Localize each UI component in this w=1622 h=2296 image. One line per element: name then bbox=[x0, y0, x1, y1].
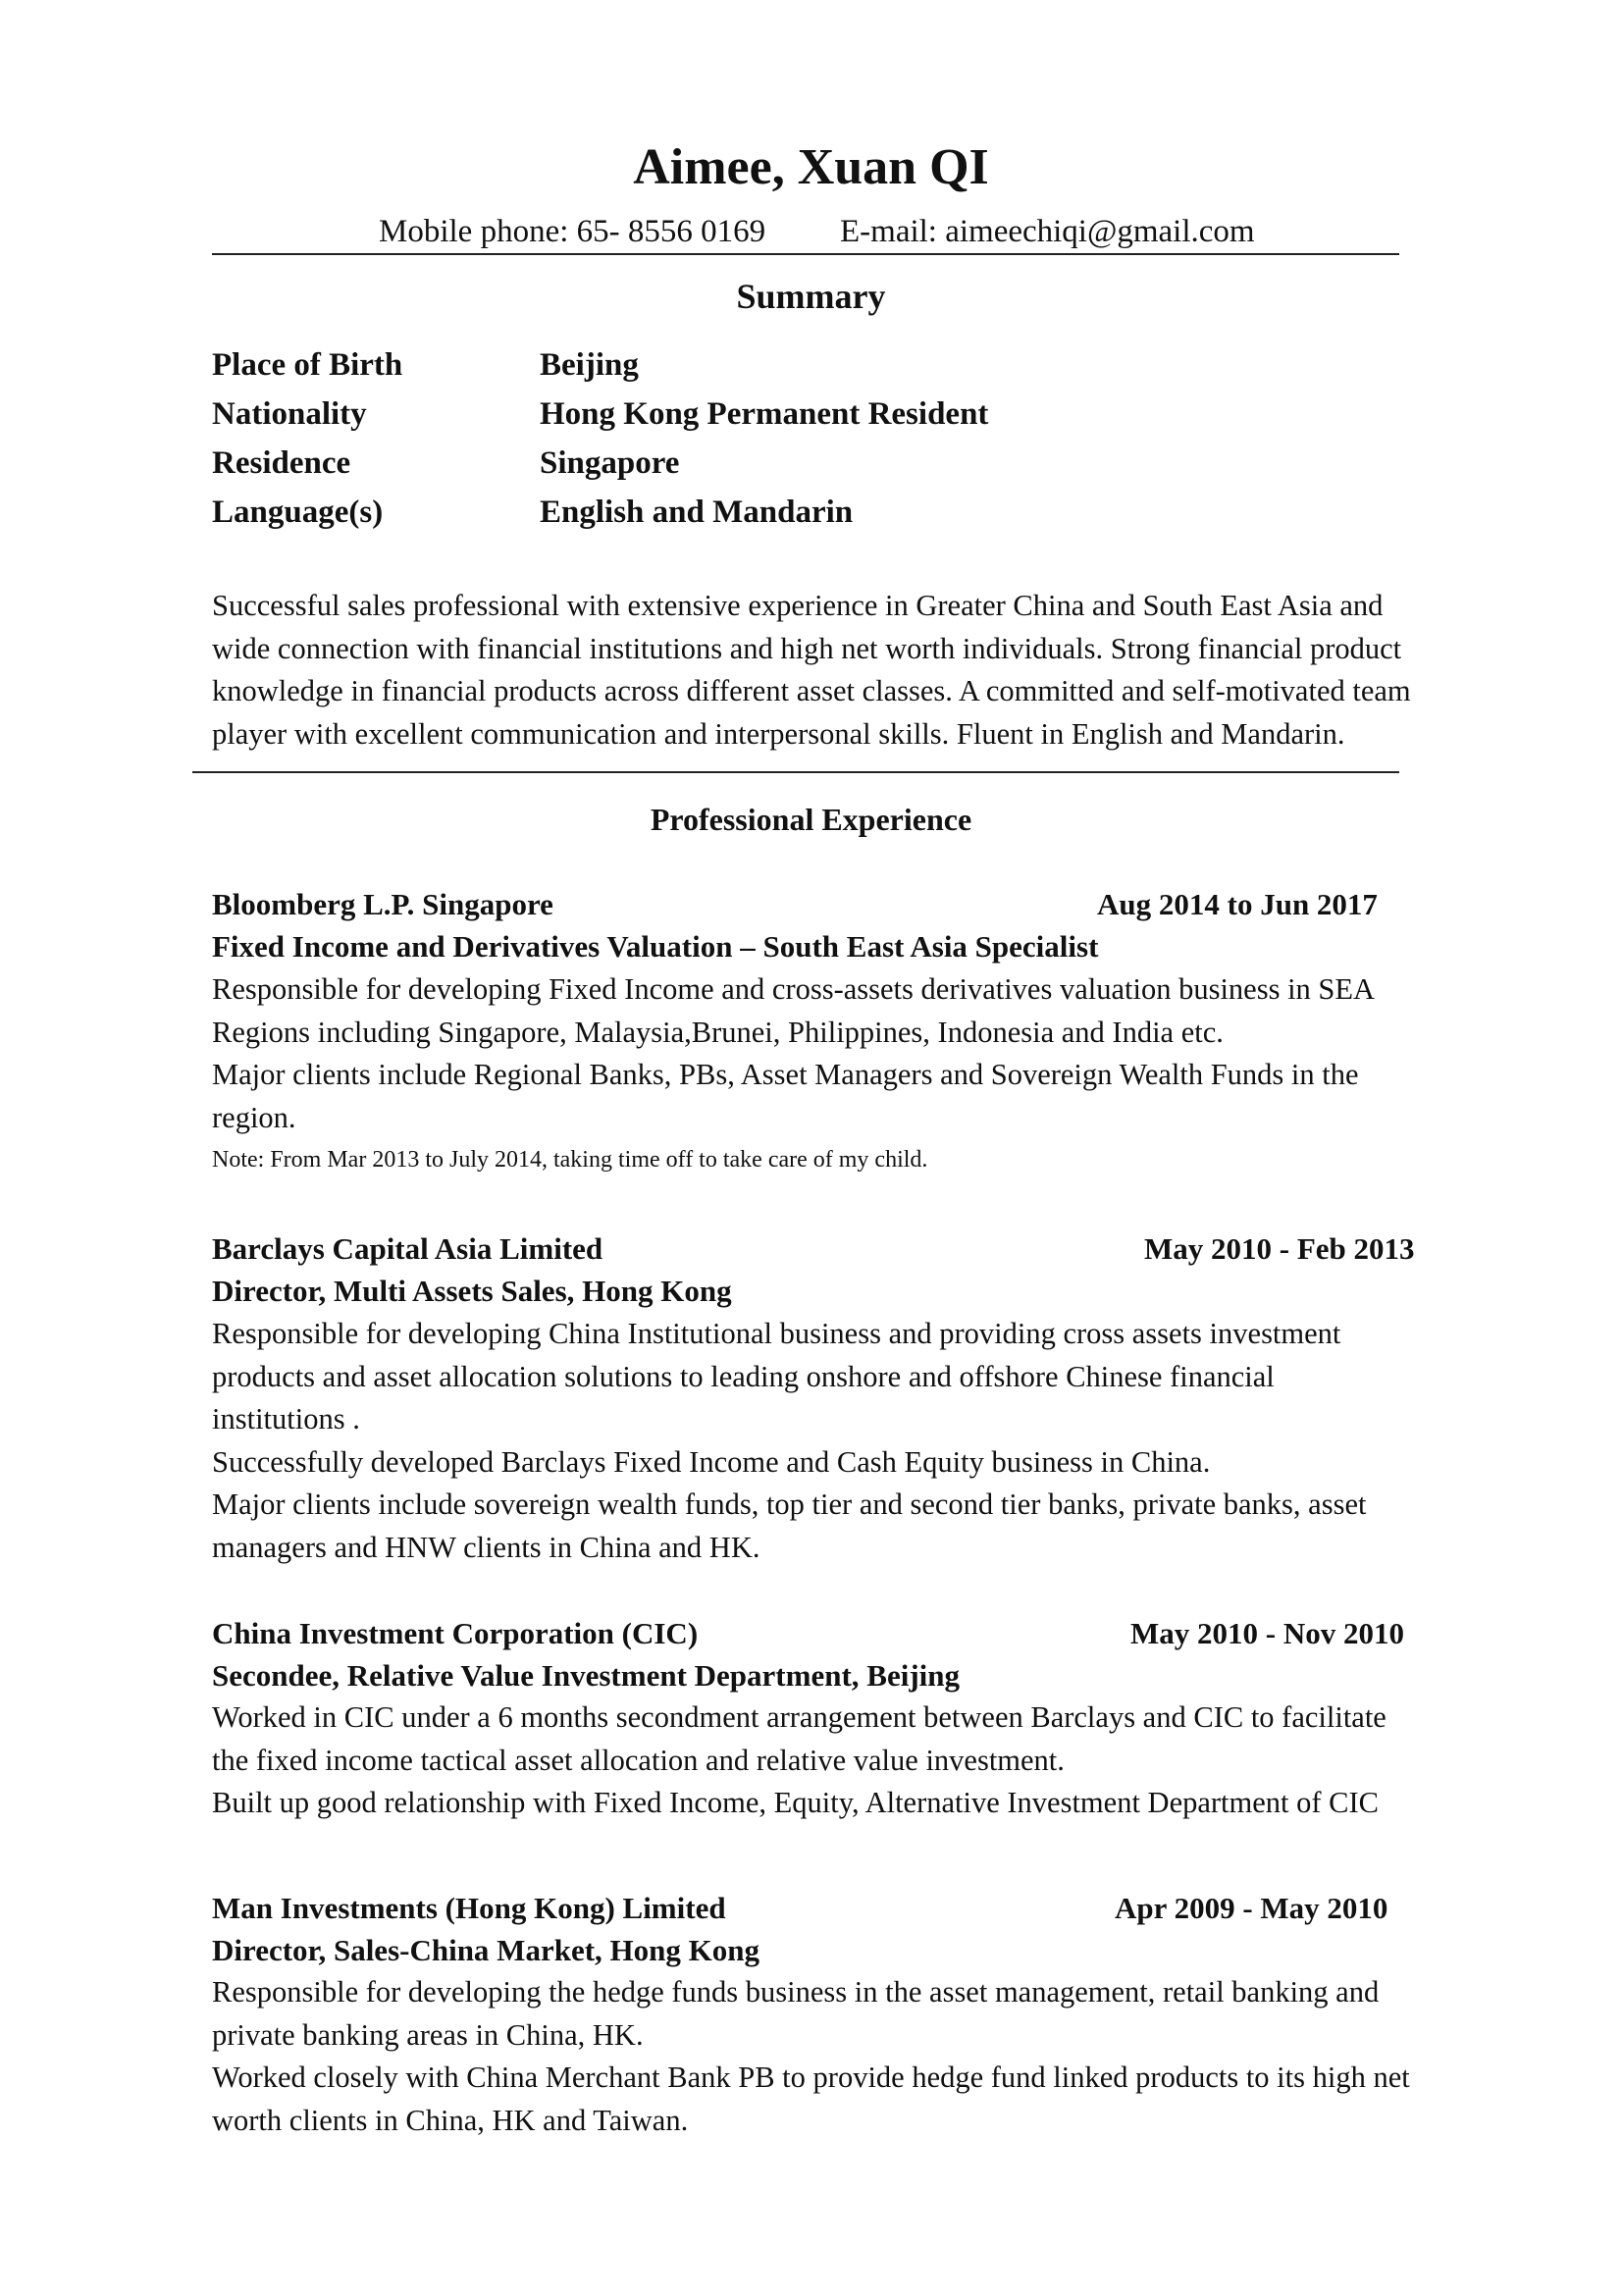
job-line: Regions including Singapore, Malaysia,Brunei, Philippines, Indonesia and India etc. bbox=[212, 1015, 1224, 1049]
detail-label-birth: Place of Birth bbox=[212, 347, 403, 383]
job-description bbox=[212, 968, 1375, 1139]
summary-line: wide connection with financial institutions and high net worth individuals. Strong financial product bbox=[212, 631, 1402, 665]
job-title: Director, Multi Assets Sales, Hong Kong bbox=[212, 1274, 732, 1308]
job-description bbox=[212, 1971, 1410, 2142]
phone-number: Mobile phone: 65- 8556 0169 bbox=[379, 214, 766, 249]
job-line: private banking areas in China, HK. bbox=[212, 2017, 644, 2052]
job-line: Worked in CIC under a 6 months secondment arrangement between Barclays and CIC to facilitate bbox=[212, 1700, 1387, 1734]
summary-line: knowledge in financial products across different asset classes. A committed and self-motivated team bbox=[212, 674, 1411, 707]
job-title: Director, Sales-China Market, Hong Kong bbox=[212, 1933, 759, 1967]
job-line: Worked closely with China Merchant Bank PB to provide hedge fund linked products to its high net bbox=[212, 2061, 1410, 2094]
job-company: Barclays Capital Asia Limited bbox=[212, 1231, 603, 1266]
summary-heading: Summary bbox=[736, 277, 886, 316]
job-line: institutions . bbox=[212, 1402, 360, 1435]
detail-label-nationality: Nationality bbox=[212, 396, 367, 432]
job-line: the fixed income tactical asset allocation and relative value investment. bbox=[212, 1743, 1065, 1777]
job-line: worth clients in China, HK and Taiwan. bbox=[212, 2103, 689, 2137]
job-dates: May 2010 - Nov 2010 bbox=[1130, 1616, 1404, 1650]
job-line: products and asset allocation solutions to leading onshore and offshore Chinese financial bbox=[212, 1359, 1275, 1393]
summary-line: player with excellent communication and interpersonal skills. Fluent in English and Mandarin. bbox=[212, 716, 1345, 751]
job-line: Responsible for developing Fixed Income and cross-assets derivatives valuation business in SEA bbox=[212, 972, 1376, 1006]
job-line: Major clients include sovereign wealth funds, top tier and second tier banks, private banks, asset bbox=[212, 1487, 1367, 1521]
detail-label-languages: Language(s) bbox=[212, 495, 384, 530]
job-company: Bloomberg L.P. Singapore bbox=[212, 887, 553, 921]
experience-heading: Professional Experience bbox=[650, 802, 972, 837]
job-description bbox=[212, 1313, 1366, 1569]
summary-line: Successful sales professional with extensive experience in Greater China and South East Asia and bbox=[212, 589, 1384, 622]
job-line: Successfully developed Barclays Fixed Income and Cash Equity business in China. bbox=[212, 1444, 1211, 1479]
job-company: China Investment Corporation (CIC) bbox=[212, 1616, 699, 1650]
email-address: E-mail: aimeechiqi@gmail.com bbox=[840, 214, 1255, 249]
candidate-name: Aimee, Xuan QI bbox=[633, 139, 989, 195]
job-line: Responsible for developing China Institutional business and providing cross assets investment bbox=[212, 1317, 1341, 1350]
detail-value-birth: Beijing bbox=[540, 347, 639, 383]
job-description bbox=[212, 1696, 1387, 1825]
job-dates: Apr 2009 - May 2010 bbox=[1115, 1891, 1388, 1925]
job-line: managers and HNW clients in China and HK. bbox=[212, 1530, 760, 1564]
job-title: Fixed Income and Derivatives Valuation – South East Asia Specialist bbox=[212, 929, 1099, 964]
summary-divider bbox=[192, 771, 1399, 773]
detail-value-nationality: Hong Kong Permanent Resident bbox=[540, 396, 989, 432]
job-line: Responsible for developing the hedge funds business in the asset management, retail banking and bbox=[212, 1975, 1380, 2009]
job-line: region. bbox=[212, 1100, 296, 1134]
job-dates: May 2010 - Feb 2013 bbox=[1144, 1231, 1415, 1266]
detail-label-residence: Residence bbox=[212, 445, 351, 481]
job-dates: Aug 2014 to Jun 2017 bbox=[1097, 887, 1378, 921]
header-divider bbox=[212, 253, 1399, 255]
job-line: Built up good relationship with Fixed Income, Equity, Alternative Investment Department of CIC bbox=[212, 1786, 1380, 1819]
summary-paragraph bbox=[212, 585, 1411, 756]
detail-value-residence: Singapore bbox=[540, 445, 680, 481]
job-note: Note: From Mar 2013 to July 2014, taking time off to take care of my child. bbox=[212, 1147, 928, 1173]
job-line: Major clients include Regional Banks, PBs, Asset Managers and Sovereign Wealth Funds in the bbox=[212, 1058, 1359, 1091]
detail-value-languages: English and Mandarin bbox=[540, 495, 854, 530]
job-title: Secondee, Relative Value Investment Department, Beijing bbox=[212, 1658, 960, 1693]
job-company: Man Investments (Hong Kong) Limited bbox=[212, 1891, 726, 1925]
